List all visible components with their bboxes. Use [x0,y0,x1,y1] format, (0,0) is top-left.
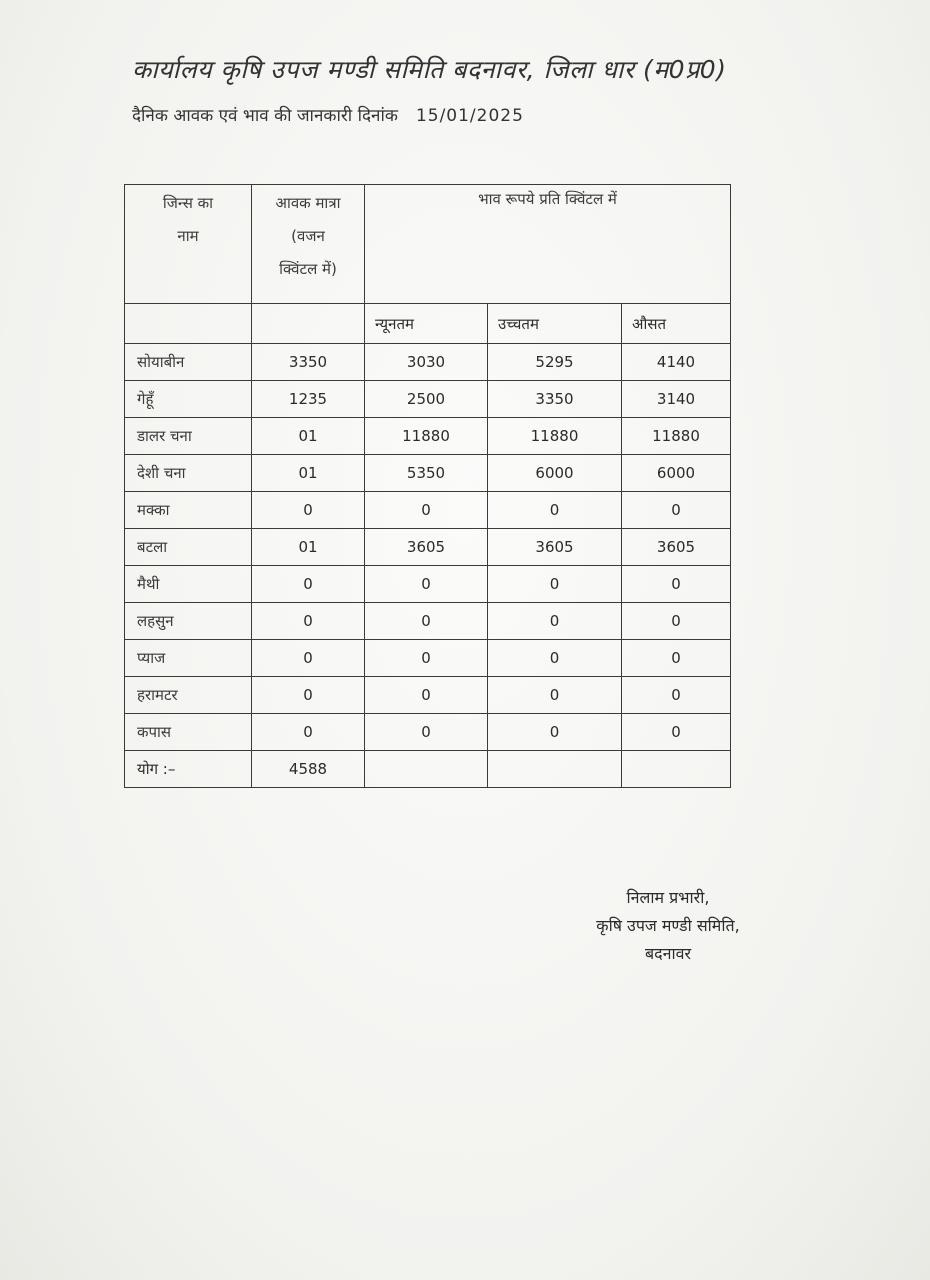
total-empty-avg [622,751,731,788]
cell-qty: 0 [252,677,365,714]
cell-qty: 3350 [252,344,365,381]
cell-avg: 11880 [622,418,731,455]
subheader-empty-name [125,304,252,344]
header-min: न्यूनतम [365,304,488,344]
cell-qty: 0 [252,640,365,677]
table-subheader-row [125,304,731,344]
cell-max: 11880 [488,418,622,455]
cell-max: 0 [488,566,622,603]
cell-name: प्याज [125,640,252,677]
total-qty: 4588 [252,751,365,788]
signature-line3: बदनावर [644,944,692,963]
cell-name: देशी चना [125,455,252,492]
cell-avg: 0 [622,640,731,677]
header-commodity-line2: नाम [177,227,199,245]
table-row [125,603,731,640]
header-max: उच्चतम [488,304,622,344]
report-date: 15/01/2025 [415,106,524,126]
cell-min: 5350 [365,455,488,492]
total-label: योग :– [125,751,252,788]
header-qty-line2: (वजन [291,227,325,245]
table-row [125,455,731,492]
signature-line1: निलाम प्रभारी, [626,888,710,907]
cell-name: बटला [125,529,252,566]
subtitle-text: दैनिक आवक एवं भाव की जानकारी दिनांक [132,106,398,126]
page-subtitle [132,103,524,126]
table-row [125,566,731,603]
header-price: भाव रूपये प्रति क्विंटल में [365,185,731,304]
cell-max: 0 [488,603,622,640]
cell-qty: 01 [252,455,365,492]
table-row [125,381,731,418]
cell-qty: 0 [252,566,365,603]
cell-avg: 4140 [622,344,731,381]
cell-avg: 6000 [622,455,731,492]
cell-avg: 3140 [622,381,731,418]
subheader-empty-qty [252,304,365,344]
table-row [125,492,731,529]
table-row [125,640,731,677]
cell-max: 3605 [488,529,622,566]
cell-name: कपास [125,714,252,751]
cell-avg: 3605 [622,529,731,566]
header-arrival-qty [252,185,365,304]
cell-avg: 0 [622,714,731,751]
total-row [125,751,731,788]
cell-min: 0 [365,640,488,677]
cell-qty: 0 [252,492,365,529]
table-row [125,714,731,751]
cell-name: डालर चना [125,418,252,455]
cell-max: 5295 [488,344,622,381]
cell-avg: 0 [622,677,731,714]
cell-name: गेहूँ [125,381,252,418]
total-empty-min [365,751,488,788]
cell-qty: 01 [252,529,365,566]
cell-min: 0 [365,566,488,603]
cell-max: 0 [488,492,622,529]
table-row [125,418,731,455]
cell-avg: 0 [622,492,731,529]
table-row [125,529,731,566]
cell-qty: 0 [252,603,365,640]
cell-max: 0 [488,714,622,751]
cell-name: मैथी [125,566,252,603]
cell-qty: 1235 [252,381,365,418]
cell-max: 3350 [488,381,622,418]
table-header-row [125,185,731,304]
cell-avg: 0 [622,566,731,603]
cell-min: 0 [365,714,488,751]
cell-min: 3605 [365,529,488,566]
header-commodity-name [125,185,252,304]
cell-max: 6000 [488,455,622,492]
cell-min: 3030 [365,344,488,381]
cell-max: 0 [488,677,622,714]
header-avg: औसत [622,304,731,344]
signature-line2: कृषि उपज मण्डी समिति, [596,916,740,935]
cell-min: 2500 [365,381,488,418]
cell-min: 0 [365,492,488,529]
header-commodity-line1: जिन्स का [162,194,214,212]
header-qty-line1: आवक मात्रा [275,194,341,212]
cell-min: 11880 [365,418,488,455]
cell-min: 0 [365,677,488,714]
cell-name: लहसुन [125,603,252,640]
cell-name: मक्का [125,492,252,529]
signature-block [568,884,768,968]
table-row [125,344,731,381]
cell-name: हरामटर [125,677,252,714]
total-empty-max [488,751,622,788]
table-row [125,677,731,714]
cell-qty: 0 [252,714,365,751]
cell-name: सोयाबीन [125,344,252,381]
page-title: कार्यालय कृषि उपज मण्डी समिति बदनावर, जिला धार (म0प्र0) [132,55,727,84]
cell-avg: 0 [622,603,731,640]
cell-max: 0 [488,640,622,677]
cell-qty: 01 [252,418,365,455]
cell-min: 0 [365,603,488,640]
rates-table [124,184,731,788]
header-qty-line3: क्विंटल में) [279,260,337,278]
